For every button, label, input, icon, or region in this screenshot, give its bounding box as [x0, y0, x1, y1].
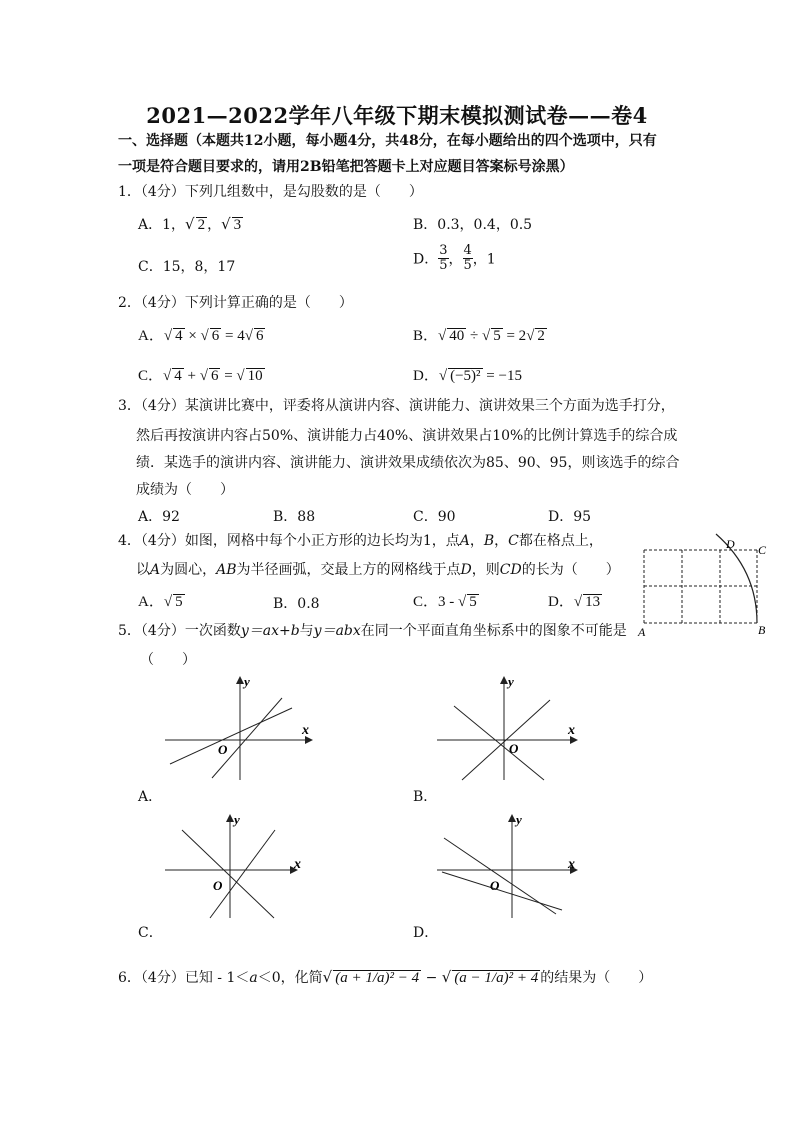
- q5-text: 在同一个平面直角坐标系中的图象不可能是: [360, 623, 627, 639]
- radicand: 40: [449, 328, 465, 344]
- q1-option-d: D． $\frac{3}{5}$ ， $\frac{4}{5}$ ，1: [413, 243, 496, 273]
- sqrt-symbol: √: [163, 328, 173, 344]
- radicand: 6: [210, 368, 219, 384]
- sqrt-symbol: √: [458, 594, 467, 610]
- formula: y＝ax+b: [240, 623, 300, 639]
- x-label: x: [568, 857, 575, 872]
- radicand: 4: [174, 368, 182, 384]
- equals-part: =: [224, 368, 233, 384]
- line-2: [210, 830, 275, 918]
- q4-option-d: [548, 590, 602, 611]
- q2-a-label: A．: [138, 328, 164, 344]
- variable: a: [249, 970, 258, 986]
- q3-option-a: A．92: [138, 509, 180, 525]
- q3-option-c: C．90: [413, 509, 456, 525]
- q5-graph-b: [432, 672, 592, 782]
- q2-stem: 2．（4分）下列计算正确的是（ ）: [118, 295, 353, 311]
- q2-d-label: D．: [413, 368, 439, 384]
- origin-label: O: [218, 742, 228, 757]
- q5-text: 5．（4分）一次函数: [118, 623, 241, 639]
- q5-line2: （ ）: [140, 652, 196, 668]
- q2-option-a: [138, 324, 265, 345]
- section-heading-line1: 一、选择题（本题共12小题，每小题4分，共48分，在每小题给出的四个选项中，只有: [118, 133, 657, 149]
- q2-c-label: C．: [138, 368, 164, 384]
- sqrt-symbol: √: [322, 968, 333, 986]
- sqrt-symbol: √: [236, 368, 245, 384]
- separator: ，: [469, 533, 484, 549]
- segment-label: AB: [216, 562, 237, 578]
- origin-label: O: [509, 741, 519, 756]
- q5-graph-c: [160, 810, 320, 920]
- y-axis-arrow: [508, 814, 516, 822]
- q1-stem: 1．（4分）下列几组数中，是勾股数的是（ ）: [118, 184, 423, 200]
- x-label: x: [568, 723, 575, 738]
- y-label: y: [516, 812, 522, 827]
- q4-option-c: [413, 590, 479, 611]
- q6-line: [118, 968, 652, 987]
- q4-line2: [136, 559, 620, 579]
- q2-option-c: [138, 364, 265, 385]
- point-label: C: [508, 533, 519, 549]
- y-axis-arrow: [236, 676, 244, 684]
- y-label: y: [234, 812, 240, 827]
- radicand: 6: [255, 328, 264, 344]
- numerator: 3: [439, 243, 448, 258]
- y-label: y: [508, 674, 514, 689]
- q5-option-c: C．: [138, 925, 163, 941]
- sqrt-symbol: √: [441, 968, 452, 986]
- fraction: [463, 244, 473, 273]
- separator: ，: [494, 533, 509, 549]
- q3-line3: 绩．某选手的演讲内容、演讲能力、演讲效果成绩依次为85、90、95，则该选手的综合: [136, 455, 680, 471]
- operator: +: [187, 368, 196, 384]
- q3-line2: 然后再按演讲内容占50%、演讲能力占40%、演讲效果占10%的比例计算选手的综合成: [136, 428, 678, 444]
- q4-option-b: B．0.8: [273, 596, 320, 612]
- equals-part: = 2: [506, 328, 527, 344]
- q3-option-d: D．95: [548, 509, 592, 525]
- denominator: 5: [439, 258, 448, 273]
- radicand: (−5)²: [450, 368, 481, 384]
- q1-option-c: C．15，8，17: [138, 259, 236, 275]
- q4-d-label: D．: [548, 594, 574, 610]
- q3-option-b: B．88: [273, 509, 316, 525]
- point-label: D: [460, 562, 472, 578]
- q4-option-a: [138, 590, 185, 611]
- y-axis-arrow: [226, 814, 234, 822]
- sqrt-symbol: √: [244, 328, 253, 344]
- q3-line4: 成绩为（ ）: [136, 482, 234, 498]
- numerator: 4: [463, 243, 472, 258]
- x-label: x: [302, 723, 309, 738]
- radicand: (a + 1/a)² − 4: [335, 970, 420, 986]
- q1-a-label: A．1，: [138, 217, 186, 233]
- sqrt-symbol: √: [526, 328, 535, 344]
- radicand: 6: [211, 328, 220, 344]
- radicand: 13: [585, 594, 601, 610]
- sqrt-symbol: √: [200, 328, 209, 344]
- sqrt-symbol: √: [163, 368, 172, 384]
- q5-text: 与: [299, 623, 314, 639]
- q4-line1: [118, 532, 603, 550]
- radicand: 5: [469, 594, 477, 610]
- sqrt-symbol: √: [163, 594, 173, 610]
- x-label: x: [294, 857, 301, 872]
- sqrt-symbol: √: [221, 215, 231, 233]
- q3-line1: 3．（4分）某演讲比赛中，评委将从演讲内容、演讲能力、演讲效果三个方面为选手打分，: [118, 398, 675, 414]
- operator: ×: [188, 328, 197, 344]
- point-label-b: B: [758, 623, 766, 637]
- q2-option-b: [413, 324, 547, 345]
- y-label: y: [244, 674, 250, 689]
- q4-text: 都在格点上，: [518, 533, 603, 549]
- q1-a-radicand1: 2: [197, 217, 206, 233]
- point-label: A: [459, 533, 470, 549]
- q6-text: ＜0，化简: [257, 970, 323, 986]
- radicand: 10: [247, 368, 263, 384]
- q4-a-label: A．: [138, 594, 164, 610]
- q5-option-a: A．: [138, 789, 163, 805]
- point-label-d: D: [726, 537, 735, 551]
- q4-text: 以: [136, 562, 150, 578]
- line-1: [182, 830, 274, 918]
- q4-text: 为圆心，: [160, 562, 217, 578]
- operator: −: [425, 970, 438, 986]
- formula: y＝abx: [313, 623, 361, 639]
- origin-label: O: [213, 878, 223, 893]
- sqrt-symbol: √: [438, 368, 448, 384]
- point-label-c: C: [758, 543, 767, 557]
- q1-option-a: A．1，√ 2 ，√ 3: [138, 215, 242, 233]
- q1-d-tail: ，1: [472, 251, 496, 268]
- equals-part: = 4: [225, 328, 245, 344]
- q6-text: 的结果为（ ）: [540, 970, 653, 986]
- q4-c-label: C．3 -: [413, 594, 455, 610]
- radicand: 5: [175, 594, 183, 610]
- q4-text: ，则: [471, 562, 500, 578]
- q5-graph-d: [432, 810, 592, 920]
- sqrt-symbol: √: [481, 328, 491, 344]
- q2-option-d: [413, 364, 522, 385]
- origin-label: O: [490, 878, 500, 893]
- q4-text: 为半径画弧，交最上方的网格线于点: [236, 562, 461, 578]
- q5-option-d: D．: [413, 925, 439, 941]
- line-2: [212, 698, 282, 778]
- point-label: A: [150, 562, 161, 578]
- q1-a-radicand2: 3: [233, 217, 242, 233]
- sqrt-symbol: √: [438, 328, 447, 344]
- q5-option-b: B．: [413, 789, 438, 805]
- radicand: 2: [537, 328, 545, 344]
- operator: ÷: [470, 328, 479, 344]
- q2-b-label: B．: [413, 328, 439, 344]
- equals-part: = −15: [486, 368, 522, 384]
- y-axis-arrow: [500, 676, 508, 684]
- section-heading-line2: 一项是符合题目要求的，请用2B铅笔把答题卡上对应题目答案标号涂黑）: [118, 159, 574, 175]
- arc: [716, 534, 757, 623]
- q4-text: 4．（4分）如图，网格中每个小正方形的边长均为1，点: [118, 533, 460, 549]
- q5-line1: [118, 622, 627, 640]
- sqrt-symbol: √: [185, 215, 195, 233]
- q4-text: 的长为（ ）: [521, 562, 620, 578]
- radicand: 4: [175, 328, 183, 344]
- fraction: [438, 244, 448, 273]
- sqrt-symbol: √: [573, 594, 583, 610]
- q4-grid-figure: [636, 530, 776, 642]
- point-label-a: A: [638, 625, 646, 639]
- q1-option-b: B．0.3，0.4，0.5: [413, 217, 533, 233]
- point-label: B: [483, 533, 495, 549]
- q6-text: 6．（4分）已知 - 1＜: [118, 970, 250, 986]
- page-title: 2021—2022学年八年级下期末模拟测试卷——卷4: [146, 103, 648, 128]
- sqrt-symbol: √: [199, 368, 208, 384]
- segment-label: CD: [499, 562, 522, 578]
- q5-graph-a: [160, 672, 320, 782]
- q1-d-label: D．: [413, 251, 439, 268]
- radicand: (a − 1/a)² + 4: [454, 970, 539, 986]
- denominator: 5: [463, 258, 472, 273]
- radicand: 5: [493, 328, 501, 344]
